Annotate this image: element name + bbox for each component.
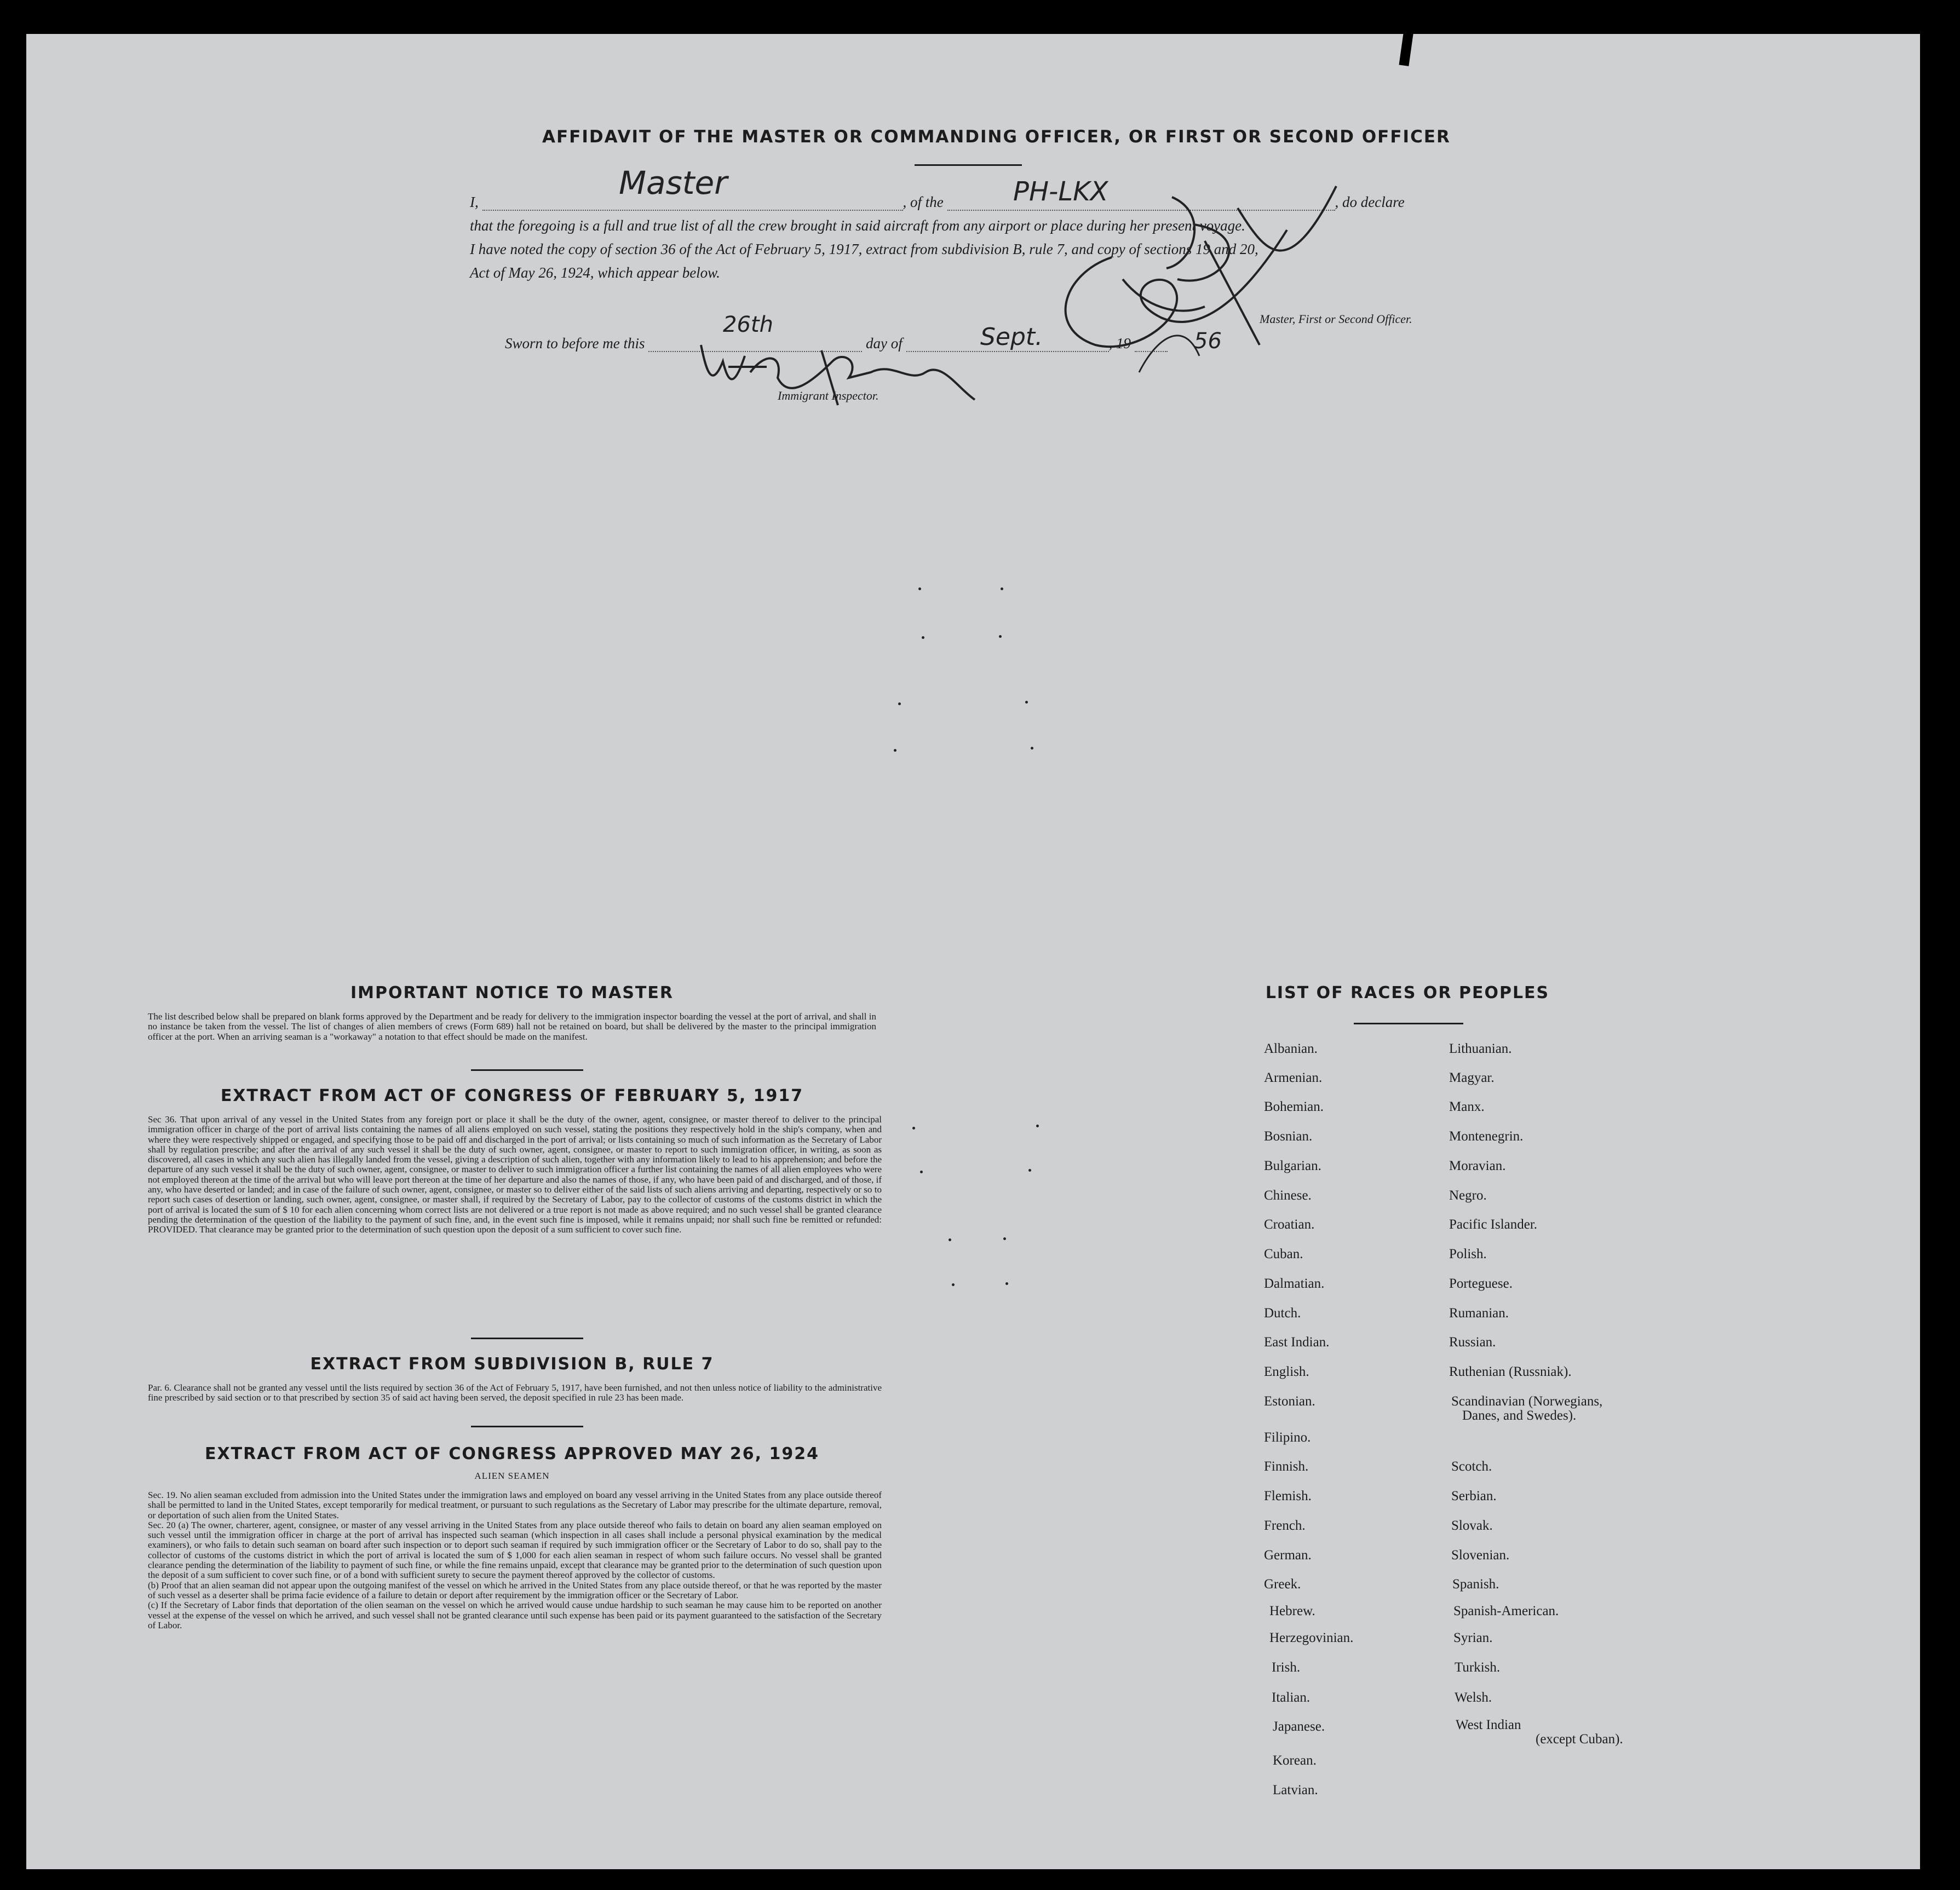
race-item: Negro.: [1449, 1188, 1487, 1203]
affidavit-title: AFFIDAVIT OF THE MASTER OR COMMANDING OFFICER, OR FIRST OR SECOND OFFICER: [542, 127, 1451, 147]
race-item: Cuban.: [1264, 1247, 1303, 1261]
affidavit-line-4: Act of May 26, 1924, which appear below.: [470, 264, 720, 281]
punch-dot: [1025, 701, 1028, 704]
inspector-signature: [696, 329, 980, 405]
race-item: Latvian.: [1273, 1783, 1318, 1797]
race-item: English.: [1264, 1364, 1309, 1379]
race-item: Dutch.: [1264, 1306, 1301, 1321]
day-of-label: day of: [866, 335, 903, 352]
master-caption: Master, First or Second Officer.: [1260, 312, 1412, 326]
race-item: Finnish.: [1264, 1459, 1309, 1474]
sworn-label: Sworn to before me this: [505, 335, 645, 352]
race-item: Syrian.: [1453, 1630, 1493, 1645]
sec-19-paragraph: Sec. 19. No alien seaman excluded from admission into the United States under the immigration laws and employed on board any vessel arriving in the United States from any place outside thereof shall be permitted to land in the United States, except temporarily for medical treatment, or pursuant to such regulations as the Secretary of Labor may prescribe for the ultimate departure, removal, or deportation of such alien from the United States.: [148, 1490, 882, 1520]
race-item: Italian.: [1272, 1690, 1311, 1705]
races-rule: [1354, 1023, 1463, 1024]
punch-dot: [922, 636, 924, 639]
punch-dot: [1005, 1282, 1008, 1285]
race-item: Hebrew.: [1269, 1604, 1315, 1618]
rule-7-title: EXTRACT FROM SUBDIVISION B, RULE 7: [310, 1355, 714, 1374]
race-item: Slovak.: [1451, 1518, 1493, 1533]
race-item: Korean.: [1273, 1753, 1317, 1768]
handwritten-day: 26th: [723, 312, 773, 337]
punch-dot: [912, 1127, 915, 1130]
race-item: East Indian.: [1264, 1335, 1330, 1350]
extract-1924-text: [148, 1490, 882, 1630]
sec-20c-paragraph: (c) If the Secretary of Labor finds that deportation of the olien seaman on the vessel on which he arrived would cause undue hardship to such seaman he may cause him to be reported on another vessel at the expense of the vessel on which he arrived, and such vessel shall not be granted clearance until such expense has been paid or its payment guaranteed to the satisfaction of the Secretary of Labor.: [148, 1600, 882, 1630]
affidavit-line-3: I have noted the copy of section 36 of the Act of February 5, 1917, extract from subdivision B, rule 7, and copy of sections 19 and 20,: [470, 241, 1258, 257]
notice-rule: [471, 1069, 583, 1071]
year-label: , 19: [1108, 335, 1131, 352]
sec-20b-paragraph: (b) Proof that an alien seaman did not appear upon the outgoing manifest of the vessel on which he arrived in the United States from any place outside thereof, or that he was reported by the master of such vessel as a deserter shall be prima facie evidence of a failure to detain or deport after requirement by the immigration officer or the Secretary of Labor.: [148, 1580, 882, 1600]
race-item: Montenegrin.: [1449, 1129, 1524, 1144]
extract-1917-title: EXTRACT FROM ACT OF CONGRESS OF FEBRUARY 5, 1917: [220, 1086, 804, 1105]
punch-dot: [920, 1171, 923, 1173]
race-item: Rumanian.: [1449, 1306, 1509, 1321]
extract-1924-title: EXTRACT FROM ACT OF CONGRESS APPROVED MAY 26, 1924: [205, 1444, 819, 1463]
alien-seamen-subtitle: ALIEN SEAMEN: [474, 1471, 550, 1481]
race-item: Albanian.: [1264, 1041, 1318, 1056]
race-item: Dalmatian.: [1264, 1276, 1325, 1291]
punch-dot: [898, 702, 901, 705]
notice-text: The list described below shall be prepared on blank forms approved by the Department and be ready for delivery to the immigration inspector boarding the vessel at the port of arrival, and shall in no instance be taken from the vessel. The list of changes of alien members of crews (Form 689) hall not be retained on board, but shall be delivered by the master to the principal immigration officer at the port. When an arriving seaman is a "workaway" a notation to that effect should be made on the manifest.: [148, 1011, 876, 1042]
race-item: Moravian.: [1449, 1159, 1506, 1173]
punch-dot: [999, 635, 1002, 638]
declare-label: , do declare: [1335, 194, 1405, 210]
race-item: Flemish.: [1264, 1489, 1312, 1503]
race-item: French.: [1264, 1518, 1306, 1533]
punch-dot: [1001, 587, 1003, 590]
race-item: Greek.: [1264, 1577, 1301, 1592]
i-label: I,: [470, 194, 479, 210]
race-item: Serbian.: [1451, 1489, 1497, 1503]
race-item: Chinese.: [1264, 1188, 1312, 1203]
notice-title: IMPORTANT NOTICE TO MASTER: [350, 983, 674, 1002]
rule-7-rule: [471, 1426, 583, 1427]
punch-dot: [952, 1283, 955, 1286]
race-item: German.: [1264, 1548, 1312, 1563]
punch-dot: [1036, 1125, 1039, 1127]
race-item: Croatian.: [1264, 1217, 1315, 1232]
handwritten-year: 56: [1194, 329, 1222, 354]
race-item: Estonian.: [1264, 1394, 1315, 1409]
rule-7-text: Par. 6. Clearance shall not be granted any vessel until the lists required by section 36 of the Act of February 5, 1917, have been furnished, and not then unless notice of liability to the administrative fine prescribed by said section or to that prescribed by section 35 of said act having been served, the deposit specified in rule 23 has been made.: [148, 1382, 882, 1403]
affidavit-rule: [915, 164, 1022, 166]
affidavit-line-2: that the foregoing is a full and true list of all the crew brought in said aircraft from any airport or place during her present voyage.: [470, 217, 1245, 234]
master-signature: [1030, 175, 1336, 394]
handwritten-name: Master: [619, 164, 728, 201]
race-item: Ruthenian (Russniak).: [1449, 1364, 1572, 1379]
race-item: Slovenian.: [1451, 1548, 1510, 1563]
race-item: Armenian.: [1264, 1070, 1323, 1085]
race-item: Japanese.: [1273, 1719, 1325, 1734]
race-item: Lithuanian.: [1449, 1041, 1512, 1056]
handwritten-aircraft: PH-LKX: [1013, 176, 1108, 207]
of-label: , of the: [903, 194, 944, 210]
race-item: Pacific Islander.: [1449, 1217, 1538, 1232]
race-item: Porteguese.: [1449, 1276, 1513, 1291]
race-item: Filipino.: [1264, 1430, 1311, 1445]
race-item: Spanish.: [1452, 1577, 1499, 1592]
race-item: Magyar.: [1449, 1070, 1495, 1085]
race-item: Scandinavian (Norwegians,: [1451, 1394, 1603, 1409]
race-item: Spanish-American.: [1453, 1604, 1559, 1618]
race-item: Bosnian.: [1264, 1129, 1313, 1144]
race-item: Russian.: [1449, 1335, 1496, 1350]
race-item: Scotch.: [1451, 1459, 1492, 1474]
race-item: Herzegovinian.: [1269, 1630, 1354, 1645]
race-item: West Indian: [1456, 1718, 1521, 1732]
extract-1917-text: Sec 36. That upon arrival of any vessel in the United States from any foreign port or place it shall be the duty of the owner, agent, consignee, or master thereof to deliver to the principal immigration officer in charge of the port of arrival lists containing the names of all aliens employed on such vessel, stating the positions they respectively hold in the ship's company, when and where they were respectively shipped or engaged, and specifying those to be paid off and discharged in the port of arrival; or lists containing so much of such information as the Secretary of Labor shall by regulation prescribe; and after the arrival of any such vessel it shall be the duty of such owner, agent, consignee, or master to report to such immigration officer, in writing, as soon as discovered, all cases in which any such alien has illegally landed from the vessel, giving a description of such alien, together with any information likely to lead to his apprehension; and before the departure of any such vessel it shall be the duty of such owner, agent, consignee, or master to deliver to such immigration officer a further list containing the names of all alien employees who were not employed thereon at the time of the arrival but who will leave port thereon at the time of her departure and also the names of those, if any, who have been paid of and discharged, and of those, if any, who have deserted or landed; and in case of the failure of such owner, agent, consignee, or master so to deliver either of the said lists of such aliens arriving and departing, respectively or so to report such cases of desertion or landing, such owner, agent, consignee, or master shall, if required by the Secretary of Labor, pay to the collector of customs of the customs district in which the port of arrival is located the sum of $ 10 for each alien concerning whom correct lists are not delivered or a true report is not made as above required; and no such vessel shall be granted clearance pending the determination of the question of the liability to the payment of such fine, and, in the event such fine is imposed, while it remains unpaid; nor shall such fine be remitted or refunded: PROVIDED. That clearance may be granted prior to the determination of such question upon the deposit of a sum sufficient to cover such fine.: [148, 1114, 882, 1235]
race-item: Danes, and Swedes).: [1462, 1408, 1577, 1423]
punch-dot: [1031, 747, 1033, 750]
punch-dot: [1028, 1169, 1031, 1172]
race-item: Bohemian.: [1264, 1099, 1324, 1114]
race-item: Welsh.: [1455, 1690, 1492, 1705]
handwritten-month: Sept.: [980, 323, 1043, 351]
race-item: (except Cuban).: [1536, 1732, 1623, 1747]
race-item: Bulgarian.: [1264, 1159, 1321, 1173]
punch-dot: [1003, 1237, 1006, 1240]
race-item: Manx.: [1449, 1099, 1485, 1114]
extract-1917-rule: [471, 1338, 583, 1339]
name-field[interactable]: [482, 210, 903, 211]
inspector-caption: Immigrant Inspector.: [778, 389, 879, 402]
race-item: Polish.: [1449, 1247, 1487, 1261]
race-item: Turkish.: [1455, 1660, 1501, 1675]
sec-20a-paragraph: Sec. 20 (a) The owner, charterer, agent, consignee, or master of any vessel arriving in the United States from any place outside thereof who fails to detain on board any alien seaman employed on such vessel until the immigration officer in charge at the port of arrival has inspected such seaman (which inspection in all cases shall include a personal physical examination by the medical examiners), or who fails to detain such seaman on board after such inspection or to deport such seaman if required by such immigration officer or the Secretary of Labor to do so, shall pay to the collector of customs of the customs district in which the port of arrival is located the sum of $ 1,000 for each alien seaman in respect of whom such failure occurs. No vessel shall be granted clearance pending the determination of the liability to payment of such fine, or while the fine remains unpaid, except that clearance may be granted prior to the determination of such question upon the deposit of a sum sufficient to cover such fine, or of a bond with sufficient surety to secure the payment thereof approved by the collector of customs.: [148, 1519, 882, 1581]
punch-dot: [949, 1238, 951, 1241]
punch-dot: [894, 749, 896, 752]
punch-dot: [918, 587, 921, 590]
races-title: LIST OF RACES OR PEOPLES: [1265, 983, 1550, 1002]
race-item: Irish.: [1272, 1660, 1301, 1675]
